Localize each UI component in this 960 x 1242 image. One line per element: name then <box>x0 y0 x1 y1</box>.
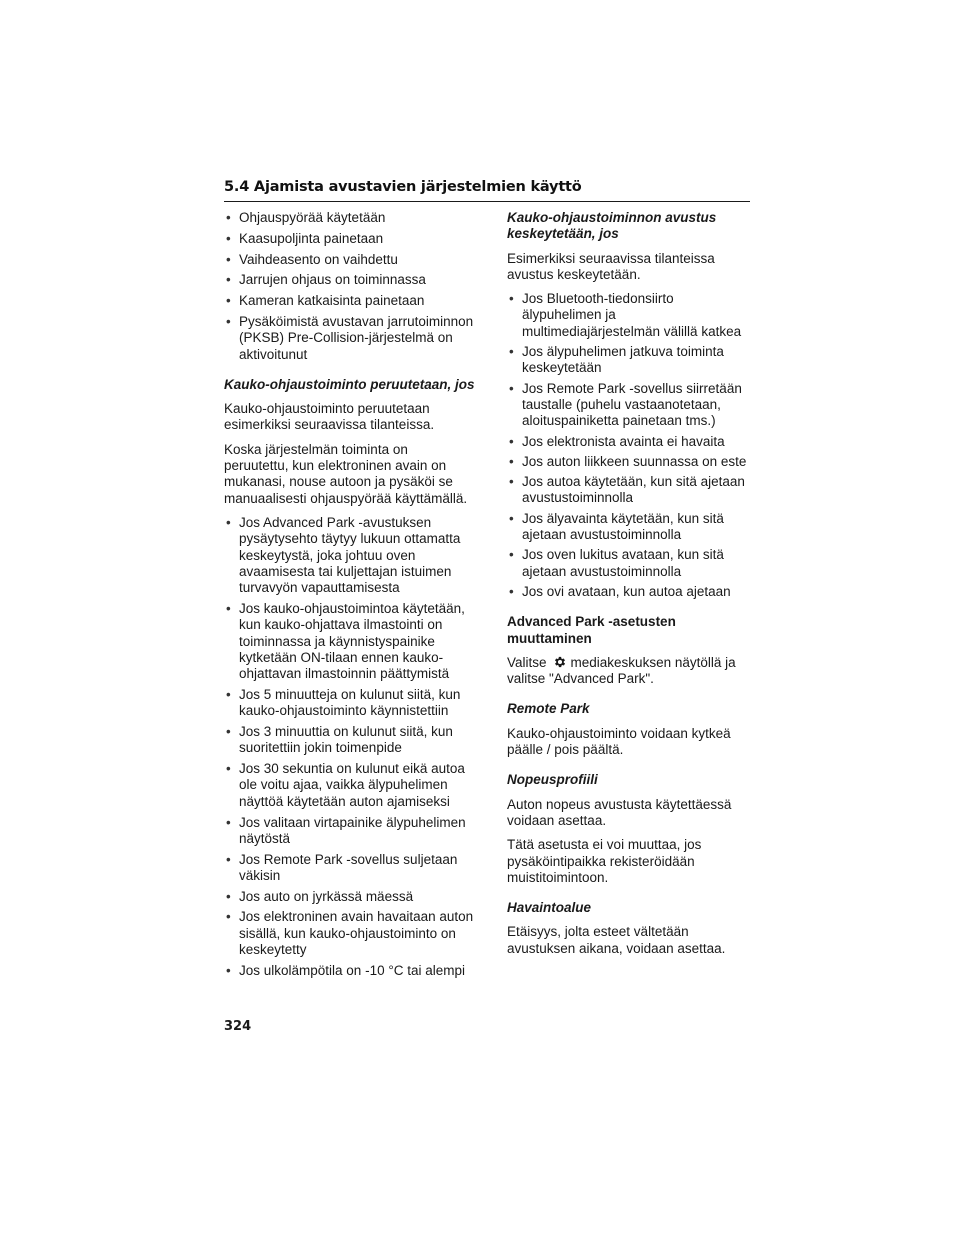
suspend-heading: Kauko-ohjaustoiminnon avustus keskeytetään, jos <box>507 210 717 242</box>
section-title: 5.4 Ajamista avustavien järjestelmien käyttö <box>224 179 582 195</box>
list-item: • Jos kauko-ohjaustoimintoa käytetään, kun kauko-ohjattava ilmastointi on toiminnassa ja käynnistyspainike kytketään ON-tilaan ennen kauko-ohjattavan ilmastoinnin päättymistä <box>224 601 476 682</box>
list-item: • Jos ulkolämpötila on -10 °C tai alempi <box>224 963 476 979</box>
list-item: • Jos Remote Park -sovellus siirretään taustalle (puhelu vastaanotetaan, aloituspainiketta painetaan tms.) <box>507 381 751 430</box>
list-item: • Kaasupoljinta painetaan <box>224 231 476 247</box>
cancel-paragraph: Kauko-ohjaustoiminto peruutetaan esimerkiksi seuraavissa tilanteissa. <box>224 401 435 433</box>
remote-park-paragraph: Kauko-ohjaustoiminto voidaan kytkeä päälle / pois päältä. <box>507 725 731 758</box>
settings-text-before: Valitse <box>507 654 547 670</box>
list-item: • Jos Bluetooth-tiedonsiirto älypuhelimen ja multimediajärjestelmän välillä katkea <box>507 291 751 340</box>
settings-text-after: mediakeskuksen näytöllä ja valitse "Advanced Park". <box>507 654 736 687</box>
cancel-conditions-list <box>224 515 476 979</box>
list-item: • Jos 3 minuuttia on kulunut siitä, kun suoritettiin jokin toimenpide <box>224 724 476 757</box>
suspend-paragraph: Esimerkiksi seuraavissa tilanteissa avustus keskeytetään. <box>507 250 715 282</box>
right-column <box>507 210 751 965</box>
gear-icon <box>553 655 567 669</box>
conditions-list <box>224 210 476 363</box>
settings-paragraph <box>507 655 751 688</box>
list-item: • Jarrujen ohjaus on toiminnassa <box>224 272 476 288</box>
list-item: • Jos elektroninen avain havaitaan auton sisällä, kun kauko-ohjaustoiminto on keskeytetty <box>224 909 476 958</box>
speed-profile-paragraph: Auton nopeus avustusta käytettäessä voidaan asettaa. <box>507 796 732 828</box>
list-item: • Ohjauspyörää käytetään <box>224 210 476 226</box>
list-item: • Jos ovi avataan, kun autoa ajetaan <box>507 584 751 600</box>
list-item: • Jos autoa käytetään, kun sitä ajetaan avustustoiminnolla <box>507 474 751 507</box>
detection-area-paragraph: Etäisyys, jolta esteet vältetään avustuksen aikana, voidaan asettaa. <box>507 924 726 956</box>
list-item: • Jos 30 sekuntia on kulunut eikä autoa ole voitu ajaa, vaikka älypuhelimen näyttöä käytetään auton ajamiseksi <box>224 761 476 810</box>
section-header <box>224 179 750 202</box>
list-item: • Jos Advanced Park -avustuksen pysäytysehto täytyy lukuun ottamatta keskeytystä, joka johtuu oven avaamisesta tai kuljettajan istuimen turvavyön vapauttamisesta <box>224 515 476 596</box>
detection-area-heading: Havaintoalue <box>507 900 592 916</box>
list-item: • Jos älyavainta käytetään, kun sitä ajetaan avustustoiminnolla <box>507 511 751 544</box>
list-item: • Jos auto on jyrkässä mäessä <box>224 889 476 905</box>
settings-heading: Advanced Park -asetusten muuttaminen <box>507 614 676 646</box>
list-item: • Jos auton liikkeen suunnassa on este <box>507 454 751 470</box>
cancel-paragraph: Koska järjestelmän toiminta on peruutettu, kun elektroninen avain on mukanasi, nouse autoon ja pysäköi se manuaalisesti ohjauspyörää käyttämällä. <box>224 441 468 506</box>
cancel-heading: Kauko-ohjaustoiminto peruutetaan, jos <box>224 376 475 392</box>
list-item: • Vaihdeasento on vaihdettu <box>224 252 476 268</box>
list-item: • Jos oven lukitus avataan, kun sitä ajetaan avustustoiminnolla <box>507 547 751 580</box>
list-item: • Jos valitaan virtapainike älypuhelimen näytöstä <box>224 815 476 848</box>
list-item: • Jos elektronista avainta ei havaita <box>507 434 751 450</box>
list-item: • Jos 5 minuutteja on kulunut siitä, kun kauko-ohjaustoiminto käynnistettiin <box>224 687 476 720</box>
list-item: • Kameran katkaisinta painetaan <box>224 293 476 309</box>
list-item: • Jos älypuhelimen jatkuva toiminta keskeytetään <box>507 344 751 377</box>
suspend-conditions-list <box>507 291 751 600</box>
remote-park-heading: Remote Park <box>507 701 590 717</box>
left-column <box>224 210 476 984</box>
list-item: • Jos Remote Park -sovellus suljetaan väkisin <box>224 852 476 885</box>
speed-profile-heading: Nopeusprofiili <box>507 772 598 788</box>
page-number: 324 <box>224 1019 252 1034</box>
speed-profile-paragraph: Tätä asetusta ei voi muuttaa, jos pysäköintipaikka rekisteröidään muistitoimintoon. <box>507 837 702 885</box>
list-item: • Pysäköimistä avustavan jarrutoiminnon (PKSB) Pre-Collision-järjestelmä on aktivoitunut <box>224 314 476 363</box>
